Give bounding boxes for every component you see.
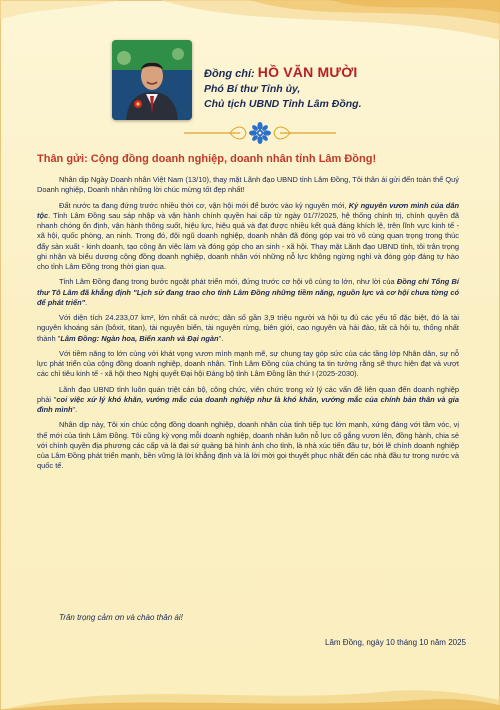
- signatory-title-2: Chủ tịch UBND Tỉnh Lâm Đồng.: [204, 98, 362, 110]
- paragraph-6-text-b: ".: [72, 405, 78, 414]
- date-line: Lâm Đồng, ngày 10 tháng 10 năm 2025: [325, 638, 466, 647]
- paragraph-6-text-a: Lãnh đạo UBND tỉnh luôn quán triệt cán bộ, công chức, viên chức trong xử lý các vấn đề liên quan đến doanh nghiệp phải ": [37, 384, 459, 404]
- paragraph-4: [37, 313, 459, 344]
- signatory-name-line: [204, 64, 484, 80]
- official-portrait: [112, 40, 192, 120]
- paragraph-2-text-b: . Tỉnh Lâm Đồng sau sáp nhập và vận hành chính quyền hai cấp từ ngày 01/7/2025, hệ thống chính trị, chính quyền đã nhanh chóng ổn định, vận hành thông suốt, hiệu lực, hiệu quả và đạt được nhiều kết quả đáng khích lệ, trên lĩnh vực kinh tế - xã hội, quốc phòng, an ninh. Trong đó, đội ngũ doanh nghiệp, doanh nhân đã đóng góp vai trò vô cùng quan trọng trong thúc đẩy sản xuất - kinh doanh, tạo công ăn việc làm và đóng góp cho an sinh - xã hội. Thay mặt Lãnh đạo UBND tỉnh, tôi trân trọng ghi nhận và biểu dương cộng đồng doanh nghiệp, doanh nhân với những nỗ lực không ngừng nghỉ và đóng góp đáng tự hào cho tỉnh Lâm Đồng trong thời gian qua.: [37, 210, 459, 271]
- signatory-name: HỒ VĂN MƯỜI: [257, 64, 358, 80]
- paragraph-2-emphasis: Kỷ nguyên vươn mình của dân tộc: [37, 200, 459, 220]
- paragraph-6: [37, 385, 459, 416]
- paragraph-4-text-a: Với diện tích 24.233,07 km², lớn nhất cả nước; dân số gần 3,9 triệu người và hội tụ đủ các yếu tố đặc biệt, đó là tài nguyên khoáng sản (bôxit, titan), tài nguyên biển, tài nguyên rừng, biên giới, cao nguyên và hải đảo, tất cả hội tụ, thống nhất thành ": [37, 313, 459, 343]
- portrait-illustration: [112, 40, 192, 120]
- floral-divider-icon: [180, 121, 340, 145]
- signatory-block: [204, 64, 484, 110]
- top-wave-decoration: [0, 0, 500, 60]
- paragraph-3-emphasis: Đồng chí Tổng Bí thư Tô Lâm đã khẳng định "Lịch sử đang trao cho tỉnh Lâm Đồng những tiềm năng, nguồn lực và cơ hội chưa từng có để phát triển": [37, 277, 459, 307]
- paragraph-3: [37, 277, 459, 308]
- honorific: Đồng chí:: [204, 68, 255, 80]
- bottom-wave-decoration: [0, 670, 500, 710]
- closing-thanks: Trân trọng cảm ơn và chào thân ái!: [59, 613, 183, 622]
- letter-body: [37, 175, 459, 477]
- paragraph-7: Nhân dịp này, Tôi xin chúc cộng đồng doanh nghiệp, doanh nhân của tỉnh tiếp tục lớn mạnh, xứng đáng với tầm vóc, vị thế mới của tỉnh Lâm Đồng. Tôi cũng kỳ vọng mỗi doanh nghiệp, doanh nhân luôn nỗ lực cố gắng vươn lên, đồng hành, chia sẻ với chính quyền địa phương các cấp và là đại sứ quảng bá hình ảnh cho tỉnh, là nhà xúc tiến đầu tư, bởi lẽ chính doanh nghiệp của Lâm Đồng phát triển mạnh, bền vững là lời khẳng định và là lời mời gọi thuyết phục nhất đến các nhà đầu tư trong nước và quốc tế.: [37, 420, 459, 471]
- paragraph-4-text-b: ".: [218, 333, 224, 343]
- paragraph-1: Nhân dịp Ngày Doanh nhân Việt Nam (13/10), thay mặt Lãnh đạo UBND tỉnh Lâm Đồng, Tôi thân ái gửi đến toàn thể Quý Doanh nghiệp, Doanh nhân những lời chúc mừng tốt đẹp nhất!: [37, 175, 459, 195]
- paragraph-5: Với tiềm năng to lớn cùng với khát vọng vươn mình mạnh mẽ, sự chung tay góp sức của các tầng lớp Nhân dân, sự nỗ lực phát triển của cộng đồng doanh nghiệp, doanh nhân. Tỉnh Lâm Đồng của chúng ta tin tưởng rằng sẽ thực hiện đạt và vượt các chỉ tiêu kinh tế - xã hội theo Nghị quyết Đại hội Đảng bộ tỉnh Lâm Đồng lần thứ I (2025-2030).: [37, 348, 459, 379]
- paragraph-6-emphasis: coi việc xử lý khó khăn, vướng mắc của doanh nghiệp như là khó khăn, vướng mắc của chính bản thân và gia đình mình: [37, 394, 459, 414]
- paragraph-4-emphasis: Lâm Đồng: Ngàn hoa, Biển xanh và Đại ngàn: [60, 333, 219, 343]
- letter-greeting: Thân gửi: Cộng đồng doanh nghiệp, doanh nhân tỉnh Lâm Đồng!: [37, 153, 377, 165]
- paragraph-3-text-a: Tỉnh Lâm Đồng đang trong bước ngoặt phát triển mới, đứng trước cơ hội vô cùng to lớn, như lời của: [59, 277, 395, 287]
- paragraph-3-text-b: .: [85, 297, 88, 307]
- paragraph-2-text-a: Đất nước ta đang đứng trước nhiều thời cơ, vận hội mới để bước vào kỷ nguyên mới,: [59, 200, 347, 210]
- signatory-title-1: Phó Bí thư Tỉnh ủy,: [204, 83, 301, 95]
- paragraph-2: [37, 201, 459, 273]
